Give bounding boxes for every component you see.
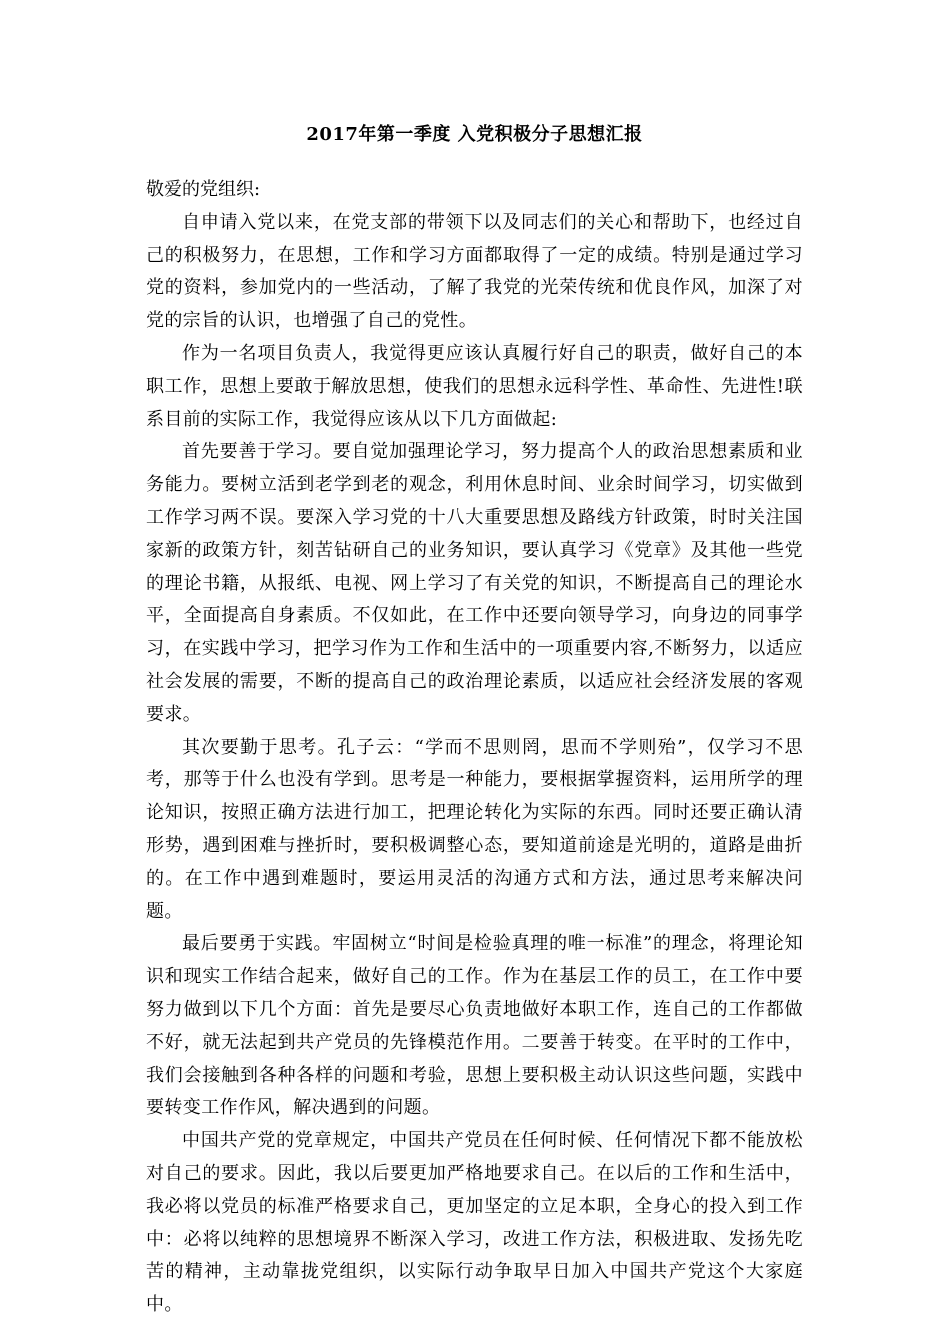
paragraph-2: 作为一名项目负责人，我觉得更应该认真履行好自己的职责，做好自己的本职工作，思想上要敢于解放思想，使我们的思想永远科学性、革命性、先进性!联系目前的实际工作，我觉得应该从以下几方面做起:	[146, 342, 803, 430]
paragraph-5: 最后要勇于实践。牢固树立“时间是检验真理的唯一标准”的理念，将理论知识和现实工作结合起来，做好自己的工作。作为在基层工作的员工，在工作中要努力做到以下几个方面：首先是要尽心负责地做好本职工作，连自己的工作都做不好，就无法起到共产党员的先锋模范作用。二要善于转变。在平时的工作中，我们会接触到各种各样的问题和考验，思想上要积极主动认识这些问题，实践中要转变工作作风，解决遇到的问题。	[146, 933, 803, 1119]
paragraph-6: 中国共产党的党章规定，中国共产党员在任何时候、任何情况下都不能放松对自己的要求。因此，我以后要更加严格地要求自己。在以后的工作和生活中，我必将以党员的标准严格要求自己，更加坚定的立足本职，全身心的投入到工作中：必将以纯粹的思想境界不断深入学习，改进工作方法，积极进取、发扬先吃苦的精神，主动靠拢党组织，以实际行动争取早日加入中国共产党这个大家庭中。	[146, 1130, 803, 1316]
paragraph-3: 首先要善于学习。要自觉加强理论学习，努力提高个人的政治思想素质和业务能力。要树立活到老学到老的观念，利用休息时间、业余时间学习，切实做到工作学习两不误。要深入学习党的十八大重要思想及路线方针政策，时时关注国家新的政策方针，刻苦钻研自己的业务知识，要认真学习《党章》及其他一些党的理论书籍，从报纸、电视、网上学习了有关党的知识，不断提高自己的理论水平，全面提高自身素质。不仅如此，在工作中还要向领导学习，向身边的同事学习，在实践中学习，把学习作为工作和生活中的一项重要内容,不断努力，以适应社会发展的需要，不断的提高自己的政治理论素质，以适应社会经济发展的客观要求。	[146, 441, 803, 725]
paragraph-4: 其次要勤于思考。孔子云：“学而不思则罔，思而不学则殆”，仅学习不思考，那等于什么也没有学到。思考是一种能力，要根据掌握资料，运用所学的理论知识，按照正确方法进行加工，把理论转化为实际的东西。同时还要正确认清形势，遇到困难与挫折时，要积极调整心态，要知道前途是光明的，道路是曲折的。在工作中遇到难题时，要运用灵活的沟通方式和方法，通过思考来解决问题。	[146, 736, 803, 922]
document-title: 2017年第一季度 入党积极分子思想汇报	[306, 124, 643, 145]
salutation: 敬爱的党组织:	[146, 179, 261, 200]
paragraph-1: 自申请入党以来，在党支部的带领下以及同志们的关心和帮助下，也经过自己的积极努力，在思想，工作和学习方面都取得了一定的成绩。特别是通过学习党的资料，参加党内的一些活动，了解了我党的光荣传统和优良作风，加深了对党的宗旨的认识，也增强了自己的党性。	[146, 211, 803, 332]
document-page	[146, 122, 803, 1322]
